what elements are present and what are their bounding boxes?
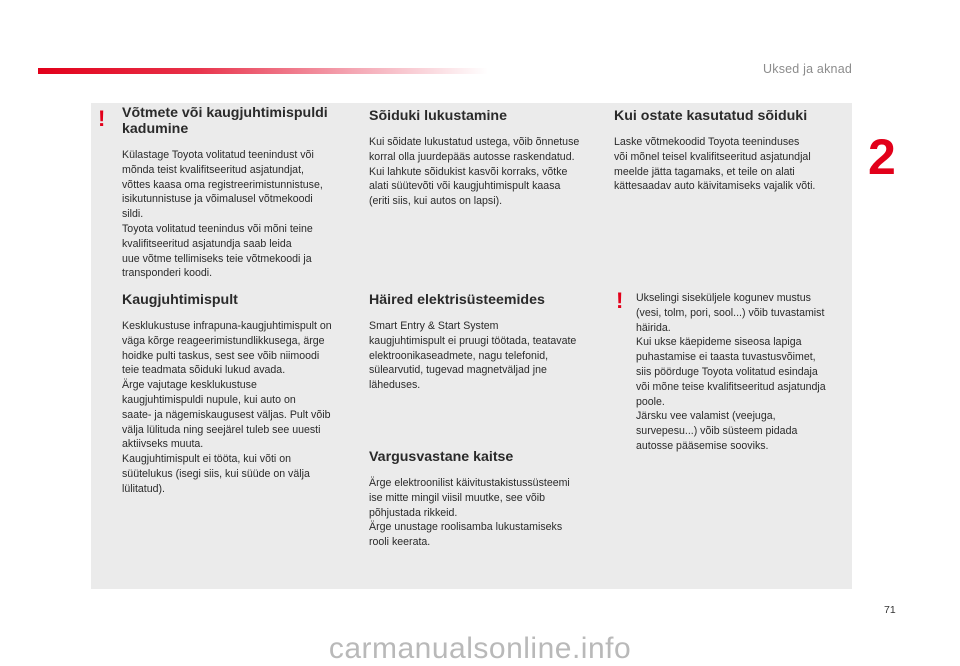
block-remote-control bbox=[122, 292, 357, 497]
block-body: Kui sõidate lukustatud ustega, võib õnnetuse korral olla juurdepääs autosse raskendatud. Kui lahkute sõidukist kasvõi korraks, võtke alati süütevõti või kaugjuhtimispult kaasa (eriti siis, kui autos on lapsi). bbox=[369, 136, 580, 208]
block-title: Häired elektrisüsteemides bbox=[369, 292, 545, 308]
block-title: Kui ostate kasutatud sõiduki bbox=[614, 108, 808, 124]
block-electrical-interference bbox=[369, 292, 604, 393]
watermark: carmanualsonline.info bbox=[328, 632, 632, 665]
header-accent-bar bbox=[38, 68, 488, 74]
block-body: Ukselingi siseküljele kogunev mustus (vesi, tolm, pori, sool...) võib tuvastamist häirida. Kui ukse käepideme siseosa lapiga puhastamise ei taasta tuvastusvõimet, siis pöörduge Toyota volitatud esindaja või mõne teise kvalifitseeritud asjatundja poole. Järsku vee valamist (veejuga, survepesu...) võib süsteem pidada autosse pääsemise sooviks. bbox=[636, 292, 826, 452]
block-anti-theft bbox=[369, 449, 604, 550]
warning-exclamation-icon: ! bbox=[98, 106, 106, 131]
block-title: Sõiduki lukustamine bbox=[369, 108, 507, 124]
warning-exclamation-icon: ! bbox=[616, 288, 624, 313]
block-body: Kesklukustuse infrapuna-kaugjuhtimispult on väga kõrge reageerimistundlikkusega, ärge hoidke pulti taskus, sest see võib niimoodi teie teadmata sõiduki lukud avada. Ärge vajutage kesklukustuse kaugjuhtimispuldi nupule, kui auto on saate- ja nägemiskaugusest väljas. Pult võib välja lülituda ning seejärel tuleb see uuesti aktiivseks muuta. Kaugjuhtimispult ei tööta, kui võti on süütelukus (isegi siis, kui süüde on välja lülitatud). bbox=[122, 320, 332, 495]
block-body: Külastage Toyota volitatud teenindust või mõnda teist kvalifitseeritud asjatundjat, võttes kaasa oma registreerimistunnistuse, isikutunnistuse ja võimalusel võtmekoodi sildi. Toyota volitatud teenindus või mõni teine kvalifitseeritud asjatundja saab leida uue võtme tellimiseks teie võtmekoodi ja transponderi koodi. bbox=[122, 149, 323, 280]
chapter-number: 2 bbox=[868, 129, 896, 185]
block-body: Ärge elektroonilist käivitustakistussüsteemi ise mitte mingil viisil muutke, see võib põhjustada rikkeid. Ärge unustage roolisamba lukustamiseks rooli keerata. bbox=[369, 477, 570, 549]
block-door-handle-warning bbox=[636, 291, 851, 454]
block-lost-keys bbox=[122, 105, 347, 281]
block-body: Laske võtmekoodid Toyota teeninduses või mõnel teisel kvalifitseeritud asjatundjal meelde jätta tagamaks, et teile on alati kättesaadav auto käivitamiseks vajalik võti. bbox=[614, 136, 816, 193]
block-title: Võtmete või kaugjuhtimispuldi kadumine bbox=[122, 105, 328, 137]
section-title: Uksed ja aknad bbox=[763, 62, 852, 76]
page-number: 71 bbox=[884, 604, 896, 616]
block-vehicle-locking bbox=[369, 108, 604, 209]
block-title: Vargusvastane kaitse bbox=[369, 449, 514, 465]
block-title: Kaugjuhtimispult bbox=[122, 292, 238, 308]
block-used-vehicle bbox=[614, 108, 849, 194]
block-body: Smart Entry & Start System kaugjuhtimispult ei pruugi töötada, teatavate elektroonikaseadmete, nagu telefonid, sülearvutid, tugevad magnetväljad jne läheduses. bbox=[369, 320, 577, 392]
